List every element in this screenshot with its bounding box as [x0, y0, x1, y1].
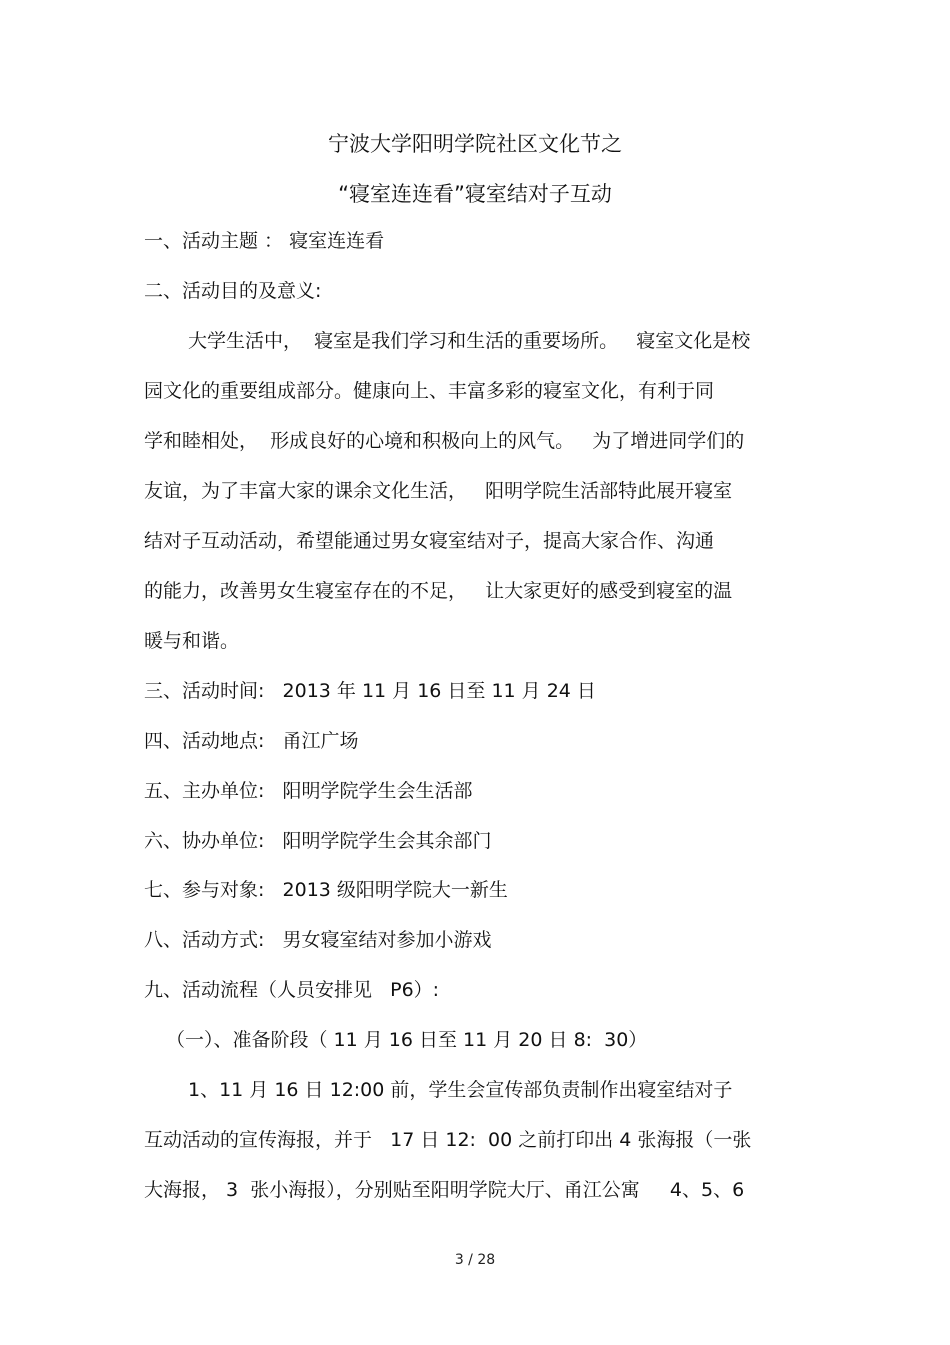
section-co-organizer: 六、协办单位: 阳明学院学生会其余部门	[144, 830, 492, 852]
preparation-paragraph-line: 互动活动的宣传海报，并于 17 日 12: 00 之前打印出 4 张海报（一张	[144, 1129, 752, 1151]
section-activity-time: 三、活动时间: 2013 年 11 月 16 日至 11 月 24 日	[144, 680, 596, 702]
purpose-paragraph-line: 大学生活中， 寝室是我们学习和生活的重要场所。 寝室文化是校	[188, 330, 751, 352]
section-activity-theme: 一、活动主题 ： 寝室连连看	[144, 230, 385, 252]
preparation-paragraph-line: 1、11 月 16 日 12:00 前，学生会宣传部负责制作出寝室结对子	[188, 1079, 733, 1101]
document-title-line-1: 宁波大学阳明学院社区文化节之	[328, 132, 622, 156]
section-purpose-heading: 二、活动目的及意义:	[144, 280, 322, 302]
purpose-paragraph-line: 园文化的重要组成部分。健康向上、丰富多彩的寝室文化，有利于同	[144, 380, 715, 402]
purpose-paragraph-line: 学和睦相处， 形成良好的心境和积极向上的风气。 为了增进同学们的	[144, 430, 745, 452]
document-title-line-2: “寝室连连看”寝室结对子互动	[338, 182, 612, 206]
purpose-paragraph-line: 暖与和谐。	[144, 630, 240, 652]
purpose-paragraph-line: 的能力，改善男女生寝室存在的不足， 让大家更好的感受到寝室的温	[144, 580, 733, 602]
subsection-preparation-stage: （一）、准备阶段（ 11 月 16 日至 11 月 20 日 8: 30）	[166, 1029, 648, 1051]
section-participants: 七、参与对象: 2013 级阳明学院大一新生	[144, 879, 508, 901]
purpose-paragraph-line: 结对子互动活动，希望能通过男女寝室结对子，提高大家合作、沟通	[144, 530, 715, 552]
preparation-paragraph-line: 大海报， 3 张小海报），分别贴至阳明学院大厅、甬江公寓 4、5、6	[144, 1179, 745, 1201]
page-number: 3 / 28	[454, 1252, 496, 1268]
section-activity-location: 四、活动地点: 甬江广场	[144, 730, 359, 752]
section-organizer: 五、主办单位: 阳明学院学生会生活部	[144, 780, 473, 802]
section-activity-method: 八、活动方式: 男女寝室结对参加小游戏	[144, 929, 492, 951]
section-activity-process: 九、活动流程（人员安排见 P6）:	[144, 979, 440, 1001]
purpose-paragraph-line: 友谊，为了丰富大家的课余文化生活， 阳明学院生活部特此展开寝室	[144, 480, 733, 502]
